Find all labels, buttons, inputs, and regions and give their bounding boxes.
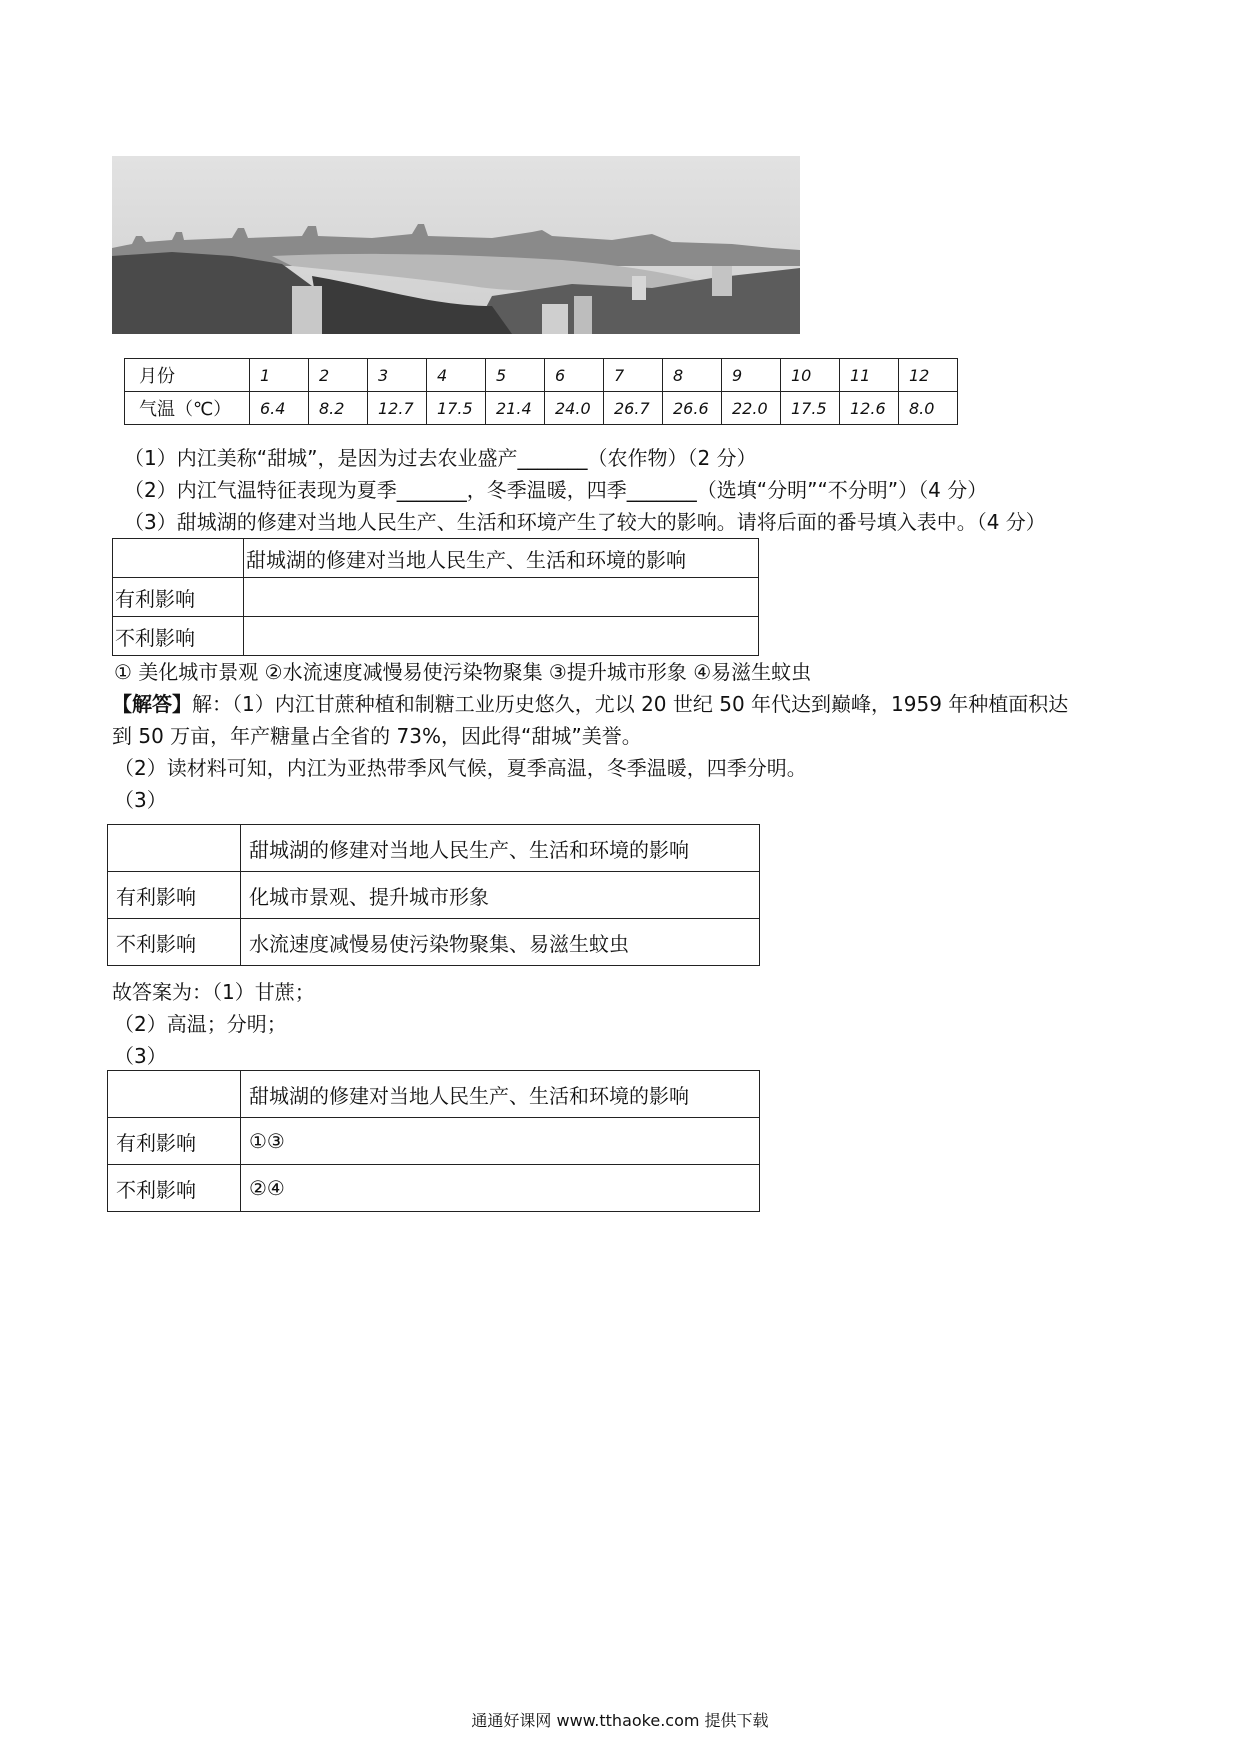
options-line: ① 美化城市景观 ②水流速度减慢易使污染物聚集 ③提升城市形象 ④易滋生蚊虫 <box>114 660 812 684</box>
table-row <box>108 872 760 919</box>
table-header: 甜城湖的修建对当地人民生产、生活和环境的影响 <box>241 825 760 872</box>
table-row <box>108 919 760 966</box>
solution-text: 解：（1）内江甘蔗种植和制糖工业历史悠久，尤以 20 世纪 50 年代达到巅峰，1959 年种植面积达 <box>192 692 1069 716</box>
table-header-row <box>113 539 759 578</box>
table-row <box>113 617 759 656</box>
page-footer: 通通好课网 www.tthaoke.com 提供下载 <box>471 1711 769 1730</box>
table-header: 甜城湖的修建对当地人民生产、生活和环境的影响 <box>244 539 759 578</box>
final-answer-line-3: （3） <box>114 1044 167 1068</box>
month-cell: 11 <box>840 359 899 392</box>
month-cell: 10 <box>781 359 840 392</box>
favorable-value: 化城市景观、提升城市形象 <box>241 872 760 919</box>
question-2: （2）内江气温特征表现为夏季_______，冬季温暖，四季_______（选填“分明”“不分明”）（4 分） <box>124 478 988 502</box>
table-corner-cell <box>108 825 241 872</box>
unfavorable-value: ②④ <box>241 1165 760 1212</box>
unfavorable-blank-cell <box>244 617 759 656</box>
city-panorama-svg <box>112 156 800 334</box>
temperature-cell: 6.4 <box>250 392 309 425</box>
temperature-cell: 17.5 <box>427 392 486 425</box>
unfavorable-value: 水流速度减慢易使污染物聚集、易滋生蚊虫 <box>241 919 760 966</box>
final-answer-line-2: （2）高温；分明； <box>114 1012 287 1036</box>
temperature-row <box>125 392 958 425</box>
month-cell: 2 <box>309 359 368 392</box>
table-corner-cell <box>113 539 244 578</box>
favorable-label: 有利影响 <box>108 1118 241 1165</box>
favorable-value: ①③ <box>241 1118 760 1165</box>
temperature-label: 气温（℃） <box>125 392 250 425</box>
month-cell: 3 <box>368 359 427 392</box>
favorable-blank-cell <box>244 578 759 617</box>
unfavorable-label: 不利影响 <box>113 617 244 656</box>
solution-tag: 【解答】 <box>112 692 192 716</box>
table-row <box>108 1118 760 1165</box>
temperature-cell: 12.7 <box>368 392 427 425</box>
table-header-row <box>108 1071 760 1118</box>
solution-line-4: （3） <box>114 788 167 812</box>
month-cell: 6 <box>545 359 604 392</box>
month-cell: 4 <box>427 359 486 392</box>
month-cell: 12 <box>899 359 958 392</box>
month-cell: 1 <box>250 359 309 392</box>
month-cell: 7 <box>604 359 663 392</box>
month-label: 月份 <box>125 359 250 392</box>
temperature-cell: 21.4 <box>486 392 545 425</box>
favorable-label: 有利影响 <box>113 578 244 617</box>
solution-line-1 <box>112 692 1068 716</box>
month-cell: 8 <box>663 359 722 392</box>
temperature-cell: 26.6 <box>663 392 722 425</box>
temperature-cell: 22.0 <box>722 392 781 425</box>
question-1: （1）内江美称“甜城”，是因为过去农业盛产_______（农作物）（2 分） <box>124 446 757 470</box>
unfavorable-label: 不利影响 <box>108 919 241 966</box>
temperature-cell: 26.7 <box>604 392 663 425</box>
city-panorama-photo <box>112 156 800 334</box>
month-cell: 9 <box>722 359 781 392</box>
temperature-cell: 8.0 <box>899 392 958 425</box>
table-header: 甜城湖的修建对当地人民生产、生活和环境的影响 <box>241 1071 760 1118</box>
table-corner-cell <box>108 1071 241 1118</box>
temperature-cell: 12.6 <box>840 392 899 425</box>
final-answer-line-1: 故答案为：（1）甘蔗； <box>112 980 315 1004</box>
table-header-row <box>108 825 760 872</box>
table-row <box>108 1165 760 1212</box>
solution-line-2: 到 50 万亩，年产糖量占全省的 73%，因此得“甜城”美誉。 <box>112 724 642 748</box>
question-table <box>112 538 759 656</box>
unfavorable-label: 不利影响 <box>108 1165 241 1212</box>
temperature-table <box>124 358 958 425</box>
solution-table <box>107 824 760 966</box>
question-3: （3）甜城湖的修建对当地人民生产、生活和环境产生了较大的影响。请将后面的番号填入表中。（4 分） <box>124 510 1046 534</box>
answer-table <box>107 1070 760 1212</box>
temperature-cell: 17.5 <box>781 392 840 425</box>
table-row <box>113 578 759 617</box>
solution-line-3: （2）读材料可知，内江为亚热带季风气候，夏季高温，冬季温暖，四季分明。 <box>114 756 807 780</box>
month-cell: 5 <box>486 359 545 392</box>
favorable-label: 有利影响 <box>108 872 241 919</box>
temperature-cell: 24.0 <box>545 392 604 425</box>
temperature-cell: 8.2 <box>309 392 368 425</box>
month-row <box>125 359 958 392</box>
